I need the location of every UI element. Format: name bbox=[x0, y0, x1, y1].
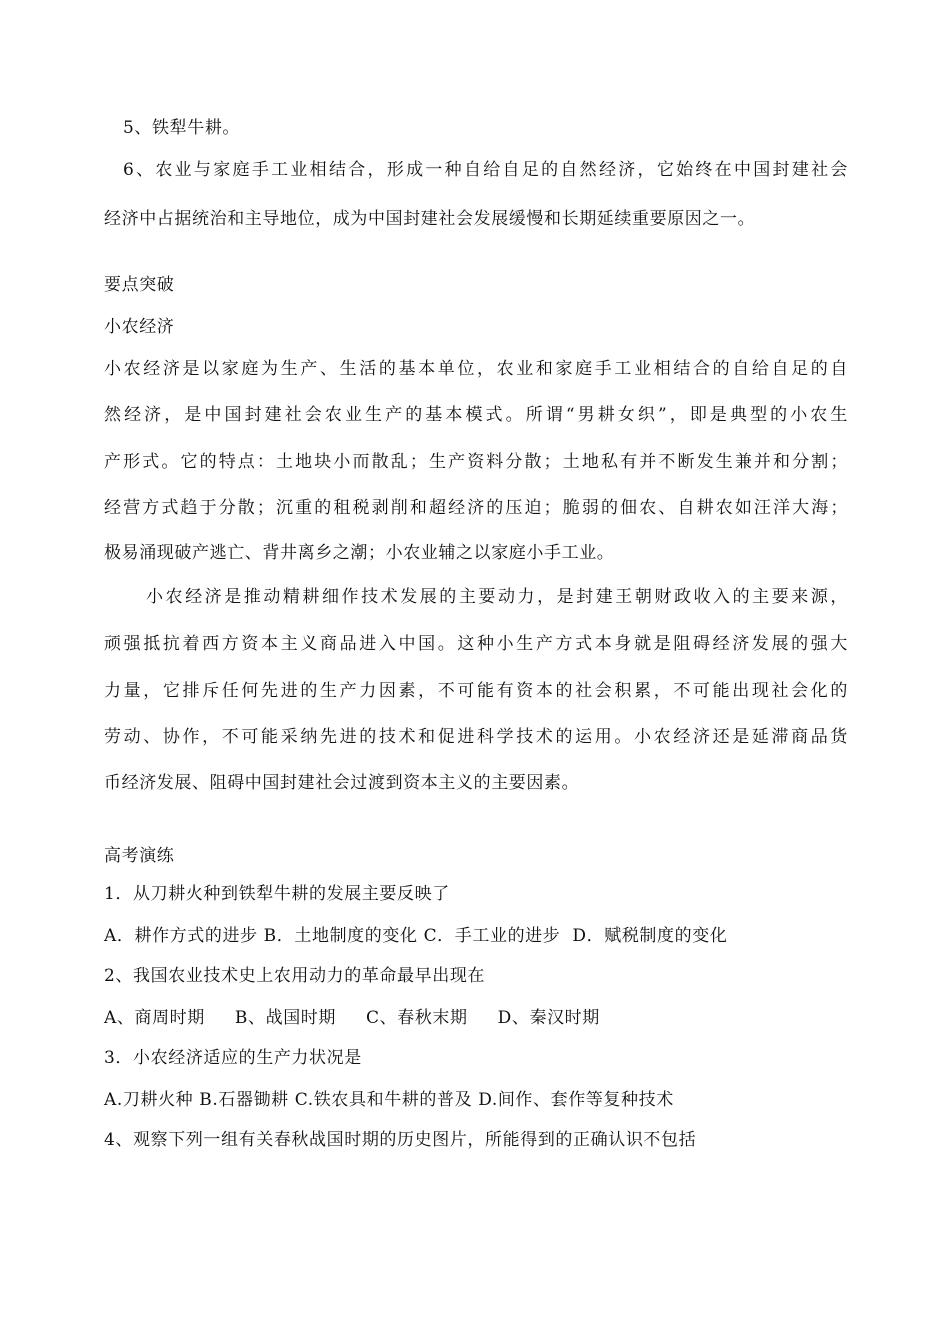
question-3: 3．小农经济适应的生产力状况是 bbox=[104, 1048, 362, 1068]
paragraph-1-line-3: 产形式。它的特点：土地块小而散乱；生产资料分散；土地私有并不断发生兼并和分割； bbox=[104, 452, 848, 472]
question-2-options: A、商周时期 B、战国时期 C、春秋末期 D、秦汉时期 bbox=[104, 1008, 600, 1028]
paragraph-1-line-2: 然经济，是中国封建社会农业生产的基本模式。所谓“男耕女织”，即是典型的小农生 bbox=[104, 405, 848, 425]
paragraph-2-line-3: 力量，它排斥任何先进的生产力因素，不可能有资本的社会积累，不可能出现社会化的 bbox=[104, 681, 848, 701]
paragraph-1-line-5: 极易涌现破产逃亡、背井离乡之潮；小农业辅之以家庭小手工业。 bbox=[104, 543, 615, 563]
paragraph-2-line-4: 劳动、协作，不可能采纳先进的技术和促进科学技术的运用。小农经济还是延滞商品货 bbox=[104, 727, 848, 747]
question-1-options: A．耕作方式的进步 B．土地制度的变化 C．手工业的进步 D．赋税制度的变化 bbox=[104, 926, 728, 946]
intro-item-6-line-1: 6、农业与家庭手工业相结合，形成一种自给自足的自然经济，它始终在中国封建社会 bbox=[123, 160, 848, 180]
subheading-small-peasant-economy: 小农经济 bbox=[104, 317, 175, 337]
paragraph-1-line-1: 小农经济是以家庭为生产、生活的基本单位，农业和家庭手工业相结合的自给自足的自 bbox=[104, 359, 848, 379]
intro-item-6-line-2: 经济中占据统治和主导地位，成为中国封建社会发展缓慢和长期延续重要原因之一。 bbox=[104, 209, 756, 229]
section-heading-key-points: 要点突破 bbox=[104, 275, 175, 295]
question-3-options: A.刀耕火种 B.石器锄耕 C.铁农具和牛耕的普及 D.间作、套作等复种技术 bbox=[104, 1090, 674, 1110]
question-1: 1．从刀耕火种到铁犁牛耕的发展主要反映了 bbox=[104, 884, 450, 904]
paragraph-2-line-2: 顽强抵抗着西方资本主义商品进入中国。这种小生产方式本身就是阻碍经济发展的强大 bbox=[104, 634, 848, 654]
paragraph-2-line-1: 小农经济是推动精耕细作技术发展的主要动力，是封建王朝财政收入的主要来源， bbox=[146, 587, 848, 607]
section-heading-exercises: 高考演练 bbox=[104, 846, 175, 866]
intro-item-5: 5、铁犁牛耕。 bbox=[123, 118, 241, 138]
paragraph-1-line-4: 经营方式趋于分散；沉重的租税剥削和超经济的压迫；脆弱的佃农、自耕农如汪洋大海； bbox=[104, 498, 848, 518]
question-2: 2、我国农业技术史上农用动力的革命最早出现在 bbox=[104, 966, 486, 986]
paragraph-2-line-5: 币经济发展、阻碍中国封建社会过渡到资本主义的主要因素。 bbox=[104, 773, 580, 793]
question-4: 4、观察下列一组有关春秋战国时期的历史图片，所能得到的正确认识不包括 bbox=[104, 1130, 697, 1150]
